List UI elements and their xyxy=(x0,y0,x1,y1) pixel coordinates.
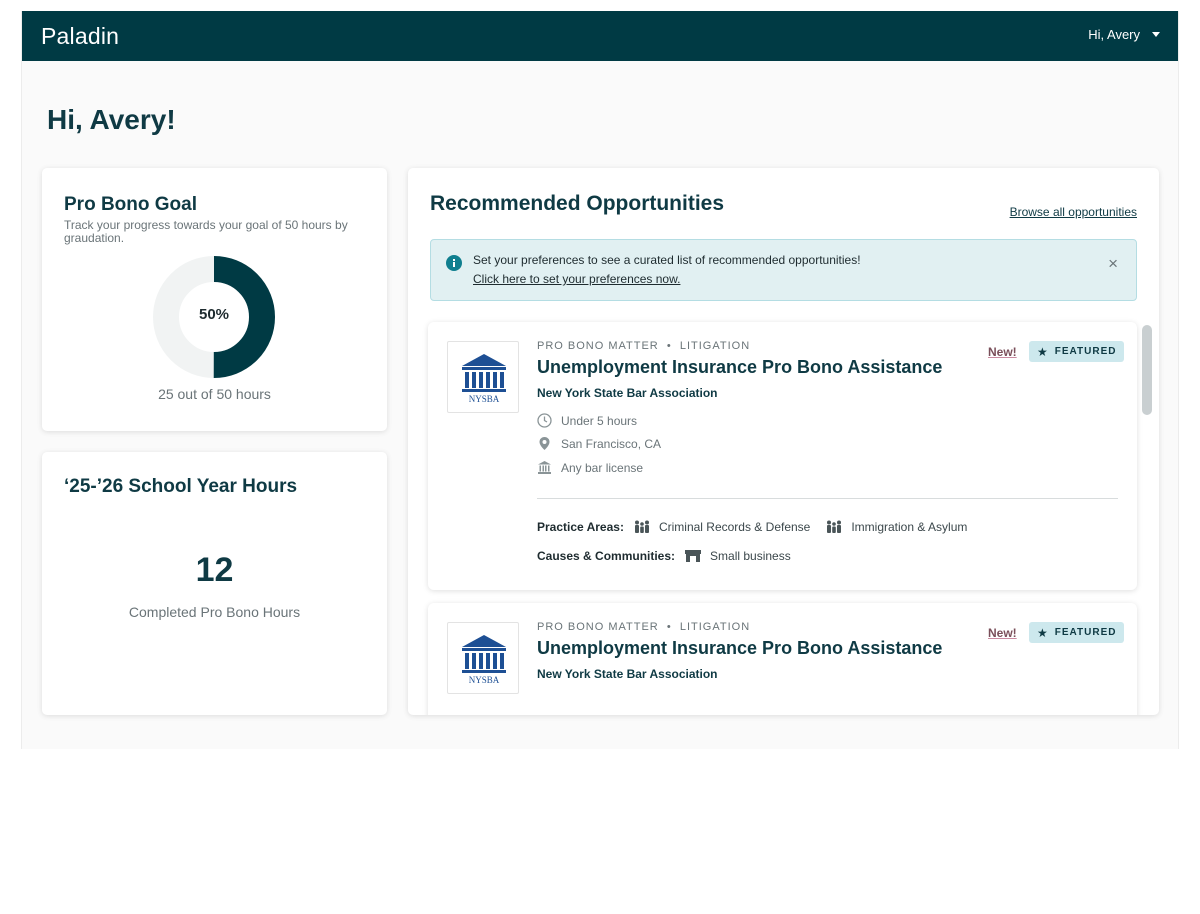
opportunity-title[interactable]: Unemployment Insurance Pro Bono Assistance xyxy=(537,357,943,377)
time-text: Under 5 hours xyxy=(561,413,638,428)
app-window xyxy=(21,11,1179,749)
bank-building-icon xyxy=(458,352,510,404)
star-icon: ★ xyxy=(1037,344,1049,359)
completed-hours-value: 12 xyxy=(195,551,234,589)
opportunity-type: PRO BONO MATTER xyxy=(537,340,659,352)
recommendations-title: Recommended Opportunities xyxy=(430,192,725,215)
meta-separator: • xyxy=(662,621,680,633)
logo-text: NYSBA xyxy=(468,394,500,404)
close-icon[interactable]: × xyxy=(1108,254,1118,273)
caret-down-icon xyxy=(1152,32,1160,37)
cause-tag xyxy=(684,549,791,563)
location-pin-icon xyxy=(537,436,552,451)
info-icon xyxy=(446,255,462,271)
courthouse-icon xyxy=(537,460,552,475)
opportunity-card[interactable] xyxy=(428,603,1137,715)
completed-hours-label: Completed Pro Bono Hours xyxy=(128,604,301,620)
featured-badge xyxy=(1029,341,1124,362)
opportunity-card[interactable] xyxy=(428,322,1137,590)
causes-row xyxy=(537,549,806,563)
banner-message: Set your preferences to see a curated list of recommended opportunities! xyxy=(473,253,861,267)
opportunity-category: LITIGATION xyxy=(679,621,751,633)
org-logo xyxy=(447,341,519,413)
location-detail xyxy=(537,436,661,451)
pro-bono-goal-card xyxy=(42,168,387,431)
featured-label: FEATURED xyxy=(1054,627,1117,638)
preferences-banner xyxy=(430,239,1137,301)
recommended-opportunities-card xyxy=(408,168,1159,715)
divider xyxy=(537,498,1118,499)
time-detail xyxy=(537,413,637,428)
goal-title: Pro Bono Goal xyxy=(64,194,197,215)
clock-icon xyxy=(537,413,552,428)
opportunity-org: New York State Bar Association xyxy=(537,667,718,681)
people-icon xyxy=(825,520,843,534)
people-icon xyxy=(633,520,651,534)
user-greeting: Hi, Avery xyxy=(1088,27,1140,42)
set-preferences-link[interactable]: Click here to set your preferences now. xyxy=(473,272,681,286)
opportunity-title[interactable]: Unemployment Insurance Pro Bono Assistance xyxy=(537,638,943,658)
user-menu[interactable] xyxy=(1088,27,1160,42)
bank-building-icon xyxy=(458,633,510,685)
storefront-icon xyxy=(684,549,702,563)
opportunity-category: LITIGATION xyxy=(679,340,751,352)
license-detail xyxy=(537,460,643,475)
goal-percent: 50% xyxy=(198,306,230,323)
org-logo xyxy=(447,622,519,694)
causes-label: Causes & Communities: xyxy=(537,549,676,563)
practice-areas-row xyxy=(537,520,982,534)
page-greeting: Hi, Avery! xyxy=(47,104,176,135)
brand-logo[interactable]: Paladin xyxy=(41,23,120,49)
school-year-title: ‘25-’26 School Year Hours xyxy=(64,476,298,497)
opportunity-type: PRO BONO MATTER xyxy=(537,621,659,633)
opportunity-org: New York State Bar Association xyxy=(537,386,718,400)
logo-text: NYSBA xyxy=(468,675,500,685)
school-year-hours-card xyxy=(42,452,387,715)
new-badge: New! xyxy=(988,626,1017,640)
featured-badge xyxy=(1029,622,1124,643)
license-text: Any bar license xyxy=(561,460,644,475)
goal-subtitle: Track your progress towards your goal of 50 hours by graudation. xyxy=(64,218,348,245)
top-navbar xyxy=(22,11,1179,61)
practice-area-text: Immigration & Asylum xyxy=(851,520,968,534)
opportunity-meta xyxy=(537,340,750,352)
meta-separator: • xyxy=(662,340,680,352)
practice-area-tag xyxy=(633,520,810,534)
opportunity-meta xyxy=(537,621,750,633)
new-badge: New! xyxy=(988,345,1017,359)
featured-label: FEATURED xyxy=(1054,346,1117,357)
list-scrollbar[interactable] xyxy=(1142,325,1152,415)
goal-progress-text: 25 out of 50 hours xyxy=(158,386,271,402)
cause-text: Small business xyxy=(710,549,791,563)
browse-all-link[interactable]: Browse all opportunities xyxy=(1009,205,1137,219)
practice-area-tag xyxy=(825,520,967,534)
star-icon: ★ xyxy=(1037,625,1049,640)
location-text: San Francisco, CA xyxy=(561,436,662,451)
practice-areas-label: Practice Areas: xyxy=(537,520,624,534)
practice-area-text: Criminal Records & Defense xyxy=(658,520,811,534)
